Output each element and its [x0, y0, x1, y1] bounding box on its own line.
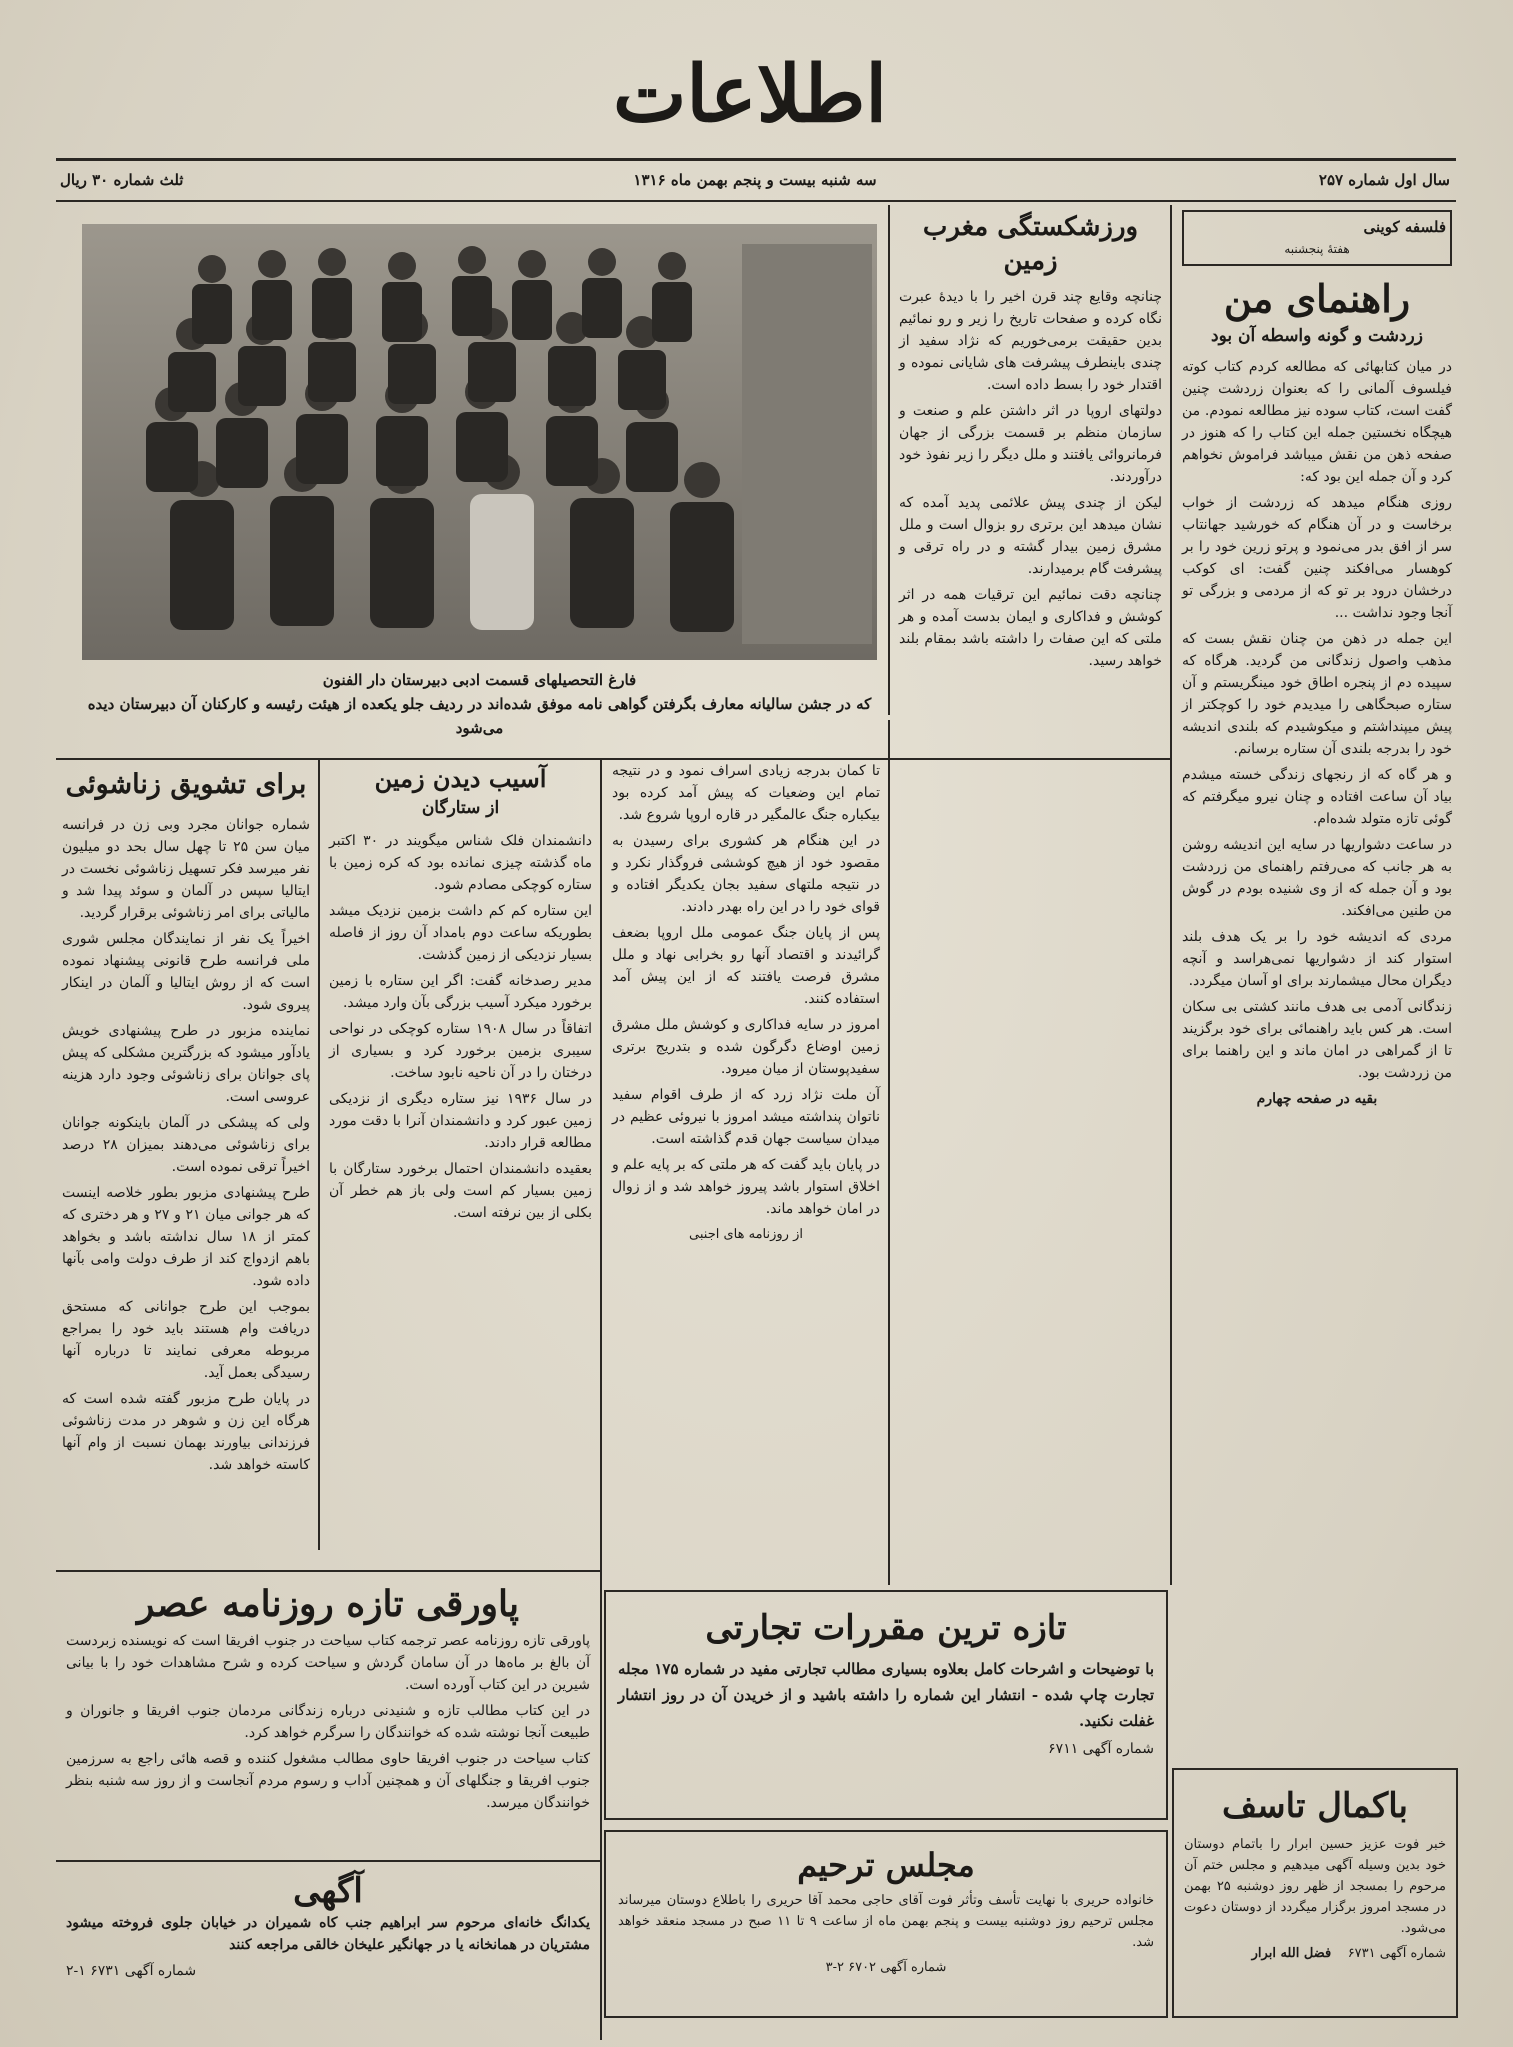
- article-paragraph: لیکن از چندی پیش علائمی پدید آمده که نشان میدهد این برتری رو بزوال است و ملل مشرق زمین بیدار گشته و در راه ترقی و پیشرفت گام برمیدارند.: [899, 495, 1162, 577]
- ad-paragraph: کتاب سیاحت در جنوب افریقا حاوی مطالب مشغول کننده و قصه هائی راجع به سرزمین جنوب افریقا و جنگلهای آن و همچنین آداب و رسوم مردم آنجاست و از روز سه شنبه بنظر خوانندگان میرسد.: [66, 1751, 590, 1811]
- ad-text: یکدانگ خانه‌ای مرحوم سر ابراهیم جنب کاه شمیران در خیابان جلوی فروخته میشود مشتریان در همانخانه یا در جهانگیر علیخان خالقی مراجعه کنند: [66, 1915, 590, 1953]
- article-paragraph: بموجب این طرح جوانانی که مستحق دریافت وام هستند باید خود را بمراجع مربوطه معرفی نمایند تا درباره آنها رسیدگی بعمل آید.: [62, 1299, 310, 1381]
- photo-caption-line2: که در جشن سالیانه معارف بگرفتن گواهی نامه موفق شده‌اند در ردیف جلو یکعده از هیئت رئیسه و کارکنان آن دبیرستان دیده می‌شود: [87, 695, 872, 737]
- ad-number: شماره آگهی ۶۷۳۱ ۱-۲: [66, 1963, 197, 1979]
- article-title: آسیب دیدن زمین: [374, 764, 547, 793]
- article-paragraph: ولی که پیشکی در آلمان باینکونه جوانان برای زناشوئی می‌دهند بمیزان ۲۸ درصد اخیراً ترقی نموده است.: [62, 1115, 310, 1175]
- ad-number: شماره آگهی ۶۷۰۲ ۲-۳: [825, 1960, 947, 1975]
- ad-title: مجلس ترحیم: [797, 1846, 975, 1884]
- ad-text: خبر فوت عزیز حسین ابرار را باتمام دوستان خود بدین وسیله آگهی میدهیم و مجلس ختم آن مرحوم را بمسجد از ظهر روز دوشنبه ۲۵ بهمن در مسجد امروز برگزار میگردد از دوستان دعوت می‌شود.: [1184, 1837, 1447, 1936]
- ad-title: آگهی: [293, 1871, 363, 1911]
- kicker-box: [1182, 210, 1452, 266]
- article-paragraph: تا کمان بدرجه زیادی اسراف نمود و در نتیجه تمام این وضعیات که پیش آمد کرده بود بیکباره جنگ عالمگیر در قاره اروپا شروع شد.: [612, 763, 880, 823]
- masthead-title: اطلاعات: [612, 49, 888, 140]
- ad-title: پاورقی تازه روزنامه عصر: [136, 1583, 520, 1625]
- photo-caption-line1: فارغ التحصیلهای قسمت ادبی دبیرستان دار الفنون: [322, 671, 637, 689]
- ad-paragraph: در این کتاب مطالب تازه و شنیدنی درباره زندگانی مردمان جنوب افریقا و جانوران و طبیعت آنجا نوشته شده که خوانندگان را سرگرم خواهد کرد.: [66, 1703, 590, 1741]
- article-paragraph: و هر گاه که از رنجهای زندگی خسته میشدم بیاد آن ساعت افتاده و چنان نیرو میگرفتم که گوئی تازه متولد شده‌ام.: [1182, 767, 1452, 827]
- article-paragraph: این ستاره کم کم داشت بزمین نزدیک میشد بطوریکه ساعت دوم بامداد آن روز از فاصله بسیار نزدیکی از زمین گذشت.: [329, 903, 592, 963]
- article-paragraph: طرح پیشنهادی مزبور بطور خلاصه اینست که هر جوانی میان ۲۱ و ۲۷ و هر دختری که کمتر از ۱۸ سال نداشته باشد و بخواهد باهم ازدواج کند از طرف دولت وامی بآنها داده شود.: [62, 1185, 310, 1289]
- ad-number: شماره آگهی ۶۷۱۱: [1048, 1741, 1154, 1757]
- ad-pavaraghi: [60, 1578, 596, 1818]
- article-paragraph: اخیراً یک نفر از نمایندگان مجلس شوری ملی فرانسه طرح قانونی پیشنهاد نموده است که از روش ایتالیا و آلمان در اینکار پیروی شود.: [62, 931, 310, 1013]
- article-paragraph: در این هنگام هر کشوری برای رسیدن به مقصود خود از هیچ کوششی فروگذار نکرد و در نتیجه ملتهای سفید بجان یکدیگر افتاده و قوای خود را در این راه بهدر دادند.: [612, 833, 880, 915]
- article-paragraph: بعقیده دانشمندان احتمال برخورد ستارگان با زمین بسیار کم است ولی باز هم خطر آن بکلی از بین نرفته است.: [329, 1161, 592, 1221]
- article-paragraph: پس از پایان جنگ عمومی ملل اروپا بضعف گرائیدند و اقتصاد آنها رو بخرابی نهاد و ملل مشرق فرصت یافتند که از این پیش آمد استفاده کنند.: [612, 925, 880, 1007]
- ad-signature: فضل الله ابرار: [1251, 1946, 1332, 1961]
- article-paragraph: امروز در سایه فداکاری و کوشش ملل مشرق زمین اوضاع دگرگون شده و بتدریج برتری سفیدپوستان از میان میرود.: [612, 1017, 880, 1077]
- kicker-sub: هفتهٔ پنجشنبه: [1284, 242, 1350, 256]
- article-paragraph: این جمله در ذهن من چنان نقش بست که مذهب واصول زندگانی من گردید. هرگاه که سپیده دم از پنجره اطاق خود مینگریستم و آن ستاره صبحگاهی را میدیدم خود را کوچکتر از پیش میپنداشتم و میکوشیدم که بلندی اندیشه خود را بدرجه بلندی آن ستاره برسانم.: [1182, 631, 1452, 757]
- column-divider: [888, 720, 890, 1585]
- article-paragraph: دولتهای اروپا در اثر داشتن علم و صنعت و سازمان منظم بر قسمت بزرگی از جهان فرمانروائی یافتند و ملل دیگر را زیر نفوذ خود درآوردند.: [899, 403, 1162, 485]
- article-paragraph: در سال ۱۹۳۶ نیز ستاره دیگری از نزدیکی زمین عبور کرد و دانشمندان آنرا با دقت مورد مطالعه قرار دادند.: [329, 1091, 592, 1151]
- article-paragraph: مردی که اندیشه خود را بر یک هدف بلند استوار کند از دشواریها نمی‌هراسد و آنچه دیگران محال میشمارند برای او آسان میگردد.: [1182, 929, 1452, 989]
- ad-majles: [604, 1830, 1168, 2018]
- article-source: از روزنامه های اجنبی: [689, 1227, 803, 1242]
- ad-text: خانواده حریری با نهایت تأسف وتأثر فوت آقای حاجی محمد آقا حریری را باطلاع دوستان میرساند مجلس ترحیم روز دوشنبه بیست و پنجم بهمن ماه از ساعت ۹ تا ۱۱ صبح در مسجد منعقد خواهد شد.: [618, 1893, 1154, 1950]
- article-marriage: [56, 762, 316, 1480]
- column-divider: [600, 760, 602, 2040]
- article-subtitle: از ستارگان: [421, 798, 500, 818]
- article-paragraph: آن ملت نژاد زرد که از طرف اقوام سفید ناتوان پنداشته میشد امروز با نیروئی عظیم در میدان سیاست جهان قدم گذاشته است.: [612, 1087, 880, 1147]
- article-paragraph: روزی هنگام میدهد که زردشت از خواب برخاست و در آن هنگام که خورشید جهانتاب سر از افق بدر می‌نمود و پرتو زرین خود را بر کوهسار می‌افکند چنین گفت: ای کوکب درخشان درود بر تو که از مردمی و بزرگی تو آنجا وجود نداشت ...: [1182, 495, 1452, 621]
- ad-tazeh: [604, 1590, 1168, 1820]
- article-paragraph: زندگانی آدمی بی هدف مانند کشتی بی سکان است. هر کس باید راهنمائی برای خود برگزیند تا از گمراهی در امان ماند و این راهنما برای من زردشت بود.: [1182, 999, 1452, 1081]
- ad-text: با توضیحات و اشرحات کامل بعلاوه بسیاری مطالب تجارتی مفید در شماره ۱۷۵ مجله تجارت چاپ شده - انتشار این شماره را داشته باشید و از خریدن آن در روز انتشار غفلت نکنید.: [618, 1660, 1154, 1730]
- group-photo: [82, 224, 877, 660]
- section-rule: [56, 1570, 600, 1572]
- article-rahnama: [1176, 210, 1458, 1114]
- column-divider: [888, 205, 890, 715]
- section-rule: [56, 1860, 600, 1862]
- article-paragraph: اتفاقاً در سال ۱۹۰۸ ستاره کوچکی در نواحی سیبری بزمین برخورد کرد و بسیاری از درختان را در آن ناحیه نابود ساخت.: [329, 1021, 593, 1081]
- ad-bakamal: [1172, 1768, 1458, 2018]
- ad-footer: [1184, 1943, 1446, 1965]
- article-paragraph: چنانچه دقت نمائیم این ترقیات همه در اثر کوشش و فداکاری و ایمان بدست آمده و هر ملتی که این صفات را داشته باشد بمقام بلند خواهد رسید.: [899, 587, 1162, 669]
- dateline-rule: [56, 200, 1456, 202]
- masthead-rule: [56, 158, 1456, 161]
- article-paragraph: در ساعت دشواریها در سایه این اندیشه روشن به هر جانب که می‌رفتم راهنمای من زردشت بود و آن جمله که از وی شنیده بودم در گوش من طنین می‌افکند.: [1182, 837, 1452, 919]
- article-paragraph: نماینده مزبور در طرح پیشنهادی خویش یادآور میشود که بزرگترین مشکلی که پیش پای جوانان برای زناشوئی وجود دارد هزینه عروسی است.: [62, 1023, 310, 1105]
- article-paragraph: در میان کتابهائی که مطالعه کردم کتاب کوته فیلسوف آلمانی را که بعنوان زردشت چنین گفت است، کتاب سوده نیز مطالعه نمودم. من هیچگاه نخستین جمله این کتاب را که هنوز در صفحه ذهن من نقش میباشد فراموش نخواهم کرد و آن جمله این بود که:: [1182, 359, 1452, 485]
- ad-title: باکمال تاسف: [1221, 1786, 1409, 1826]
- article-paragraph: چنانچه وقایع چند قرن اخیر را با دیدهٔ عبرت نگاه کرده و صفحات تاریخ را زیر و رو نمائیم بدین حقیقت برمی‌خوریم که نژاد سفید از چندی باینطرف پیشرفت های شایانی نموده و اقتدار خود را بسط داده است.: [899, 289, 1162, 393]
- article-varzesh-continued: [606, 760, 886, 1250]
- column-divider: [318, 760, 320, 1550]
- article-paragraph: در پایان باید گفت که هر ملتی که بر پایه علم و اخلاق استوار باشد پیروز خواهد شد و از زوال در امان خواهد ماند.: [612, 1157, 880, 1217]
- ad-paragraph: پاورقی تازه روزنامه عصر ترجمه کتاب سیاحت در جنوب افریقا است که نویسنده زبردست آن بالغ بر ماه‌ها در آن سامان گردش و سیاحت کرده و شرح مشاهدات خود را با بیانی شیرین در این کتاب آورده است.: [66, 1633, 590, 1693]
- ad-number: شماره آگهی ۶۷۳۱: [1347, 1946, 1446, 1961]
- article-title: برای تشویق زناشوئی: [65, 769, 307, 800]
- group-photo-image: [82, 224, 877, 660]
- ad-title: تازه ترین مقررات تجارتی: [705, 1608, 1067, 1648]
- article-earth: [323, 762, 598, 1228]
- dateline-date: سه شنبه بیست و پنجم بهمن ماه ۱۳۱۶: [633, 171, 877, 189]
- column-divider: [1170, 205, 1172, 1585]
- dateline-price: ثلث شماره ۳۰ ریال: [60, 171, 184, 189]
- article-title: راهنمای من: [1223, 276, 1411, 321]
- article-paragraph: در پایان طرح مزبور گفته شده است که هرگاه این زن و شوهر در مدت زناشوئی فرزندانی بیاورند بهمان نسبت از وام آنها کاسته خواهد شد.: [62, 1391, 310, 1473]
- dateline-issue: سال اول شماره ۲۵۷: [1318, 171, 1450, 189]
- article-varzesh: [893, 210, 1168, 676]
- article-subtitle: زردشت و گونه واسطه آن بود: [1211, 326, 1423, 346]
- photo-caption: [82, 668, 877, 740]
- article-paragraph: دانشمندان فلک شناس میگویند در ۳۰ اکتبر ماه گذشته چیزی نمانده بود که کره زمین با ستاره کوچکی مصادم شود.: [329, 833, 592, 893]
- article-title: ورزشکستگی مغرب زمین: [922, 212, 1139, 276]
- ad-agahi: [60, 1870, 596, 1986]
- article-paragraph: مدیر رصدخانه گفت: اگر این ستاره با زمین برخورد میکرد آسیب بزرگی بآن وارد میشد.: [329, 973, 592, 1011]
- article-paragraph: شماره جوانان مجرد وبی زن در فرانسه میان سن ۲۵ تا چهل سال بحد دو میلیون نفر میرسد فکر تسهیل زناشوئی نخست در ایتالیا سپس در آلمان و سوئد پیدا شد و مالیاتی برای امر زناشوئی برقرار گردید.: [62, 817, 310, 921]
- article-continued: بقیه در صفحه چهارم: [1256, 1091, 1378, 1107]
- kicker: فلسفه کوینی: [1363, 218, 1446, 236]
